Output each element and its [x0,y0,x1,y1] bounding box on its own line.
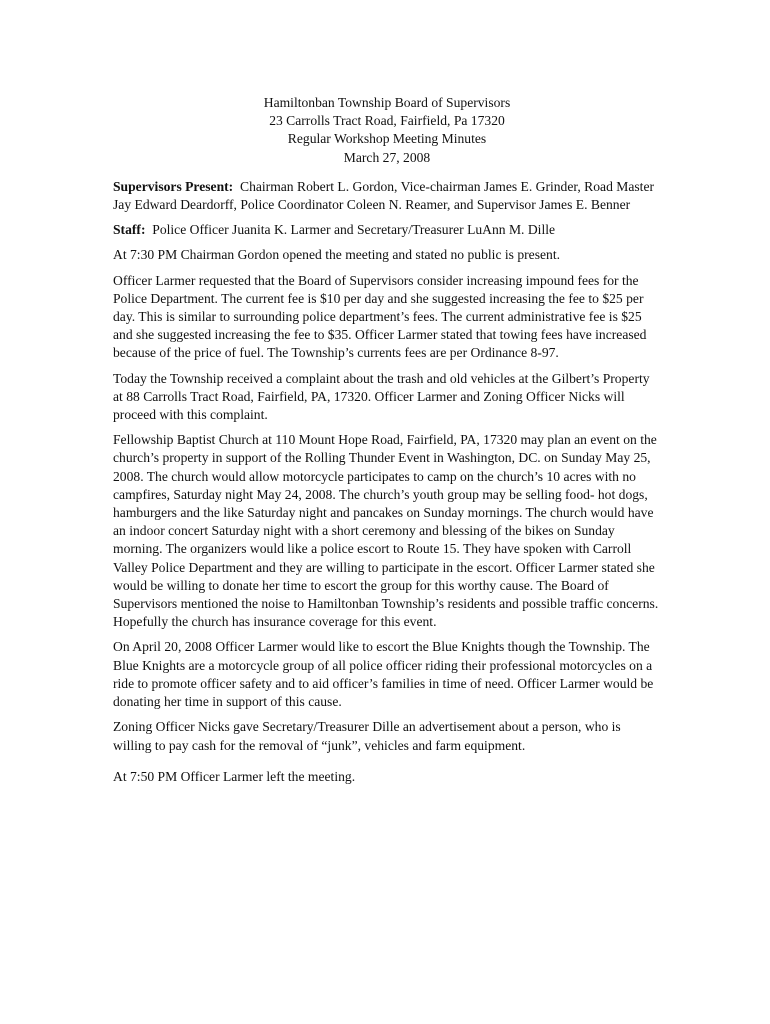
supervisors-present-text: Chairman Robert L. Gordon, Vice-chairman James E. Grinder, Road Master Jay Edward Deardorff, Police Coordinator Coleen N. Reamer, and Supervisor James E. Benner [113,178,655,213]
paragraph-blue-knights: On April 20, 2008 Officer Larmer would like to escort the Blue Knights though the Township. The Blue Knights are a motorcycle group of all police officer riding their professional motorcycles on a ride to promote officer safety and to aid officer’s families in time of need. Officer Larmer would be donating her time in support of this cause. [113,639,654,710]
paragraph-officer-left: At 7:50 PM Officer Larmer left the meeting. [113,768,356,784]
paragraph-meeting-opened: At 7:30 PM Chairman Gordon opened the meeting and stated no public is present. [113,247,561,263]
document-body [113,94,661,793]
supervisors-present-label: Supervisors Present: [113,178,234,194]
paragraph-impound-fees: Officer Larmer requested that the Board of Supervisors consider increasing impound fees for the Police Department. The current fee is $10 per day and she suggested increasing the fee to $25 per day. This is similar to surrounding police department’s fees. The current administrative fee is $25 and she suggested increasing the fee to $35. Officer Larmer stated that towing fees have increased because of the price of fuel. The Township’s currents fees are per Ordinance 8-97. [113,272,647,361]
header-meeting-type: Regular Workshop Meeting Minutes [287,131,487,147]
header-address: 23 Carrolls Tract Road, Fairfield, Pa 17320 [269,113,505,129]
paragraph-trash-complaint: Today the Township received a complaint about the trash and old vehicles at the Gilbert’s Property at 88 Carrolls Tract Road, Fairfield, PA, 17320. Officer Larmer and Zoning Officer Nicks will proceed with this complaint. [113,370,650,423]
staff-text: Police Officer Juanita K. Larmer and Secretary/Treasurer LuAnn M. Dille [152,222,556,238]
paragraph-junk-advertisement: Zoning Officer Nicks gave Secretary/Treasurer Dille an advertisement about a person, who is willing to pay cash for the removal of “junk”, vehicles and farm equipment. [113,719,621,753]
header-organization: Hamiltonban Township Board of Supervisors [263,95,511,110]
paragraph-church-event: Fellowship Baptist Church at 110 Mount Hope Road, Fairfield, PA, 17320 may plan an event on the church’s property in support of the Rolling Thunder Event in Washington, DC. on Sunday May 25, 2008. The church would allow motorcycle participates to camp on the church’s 10 acres with no campfires, Saturday night May 24, 2008. The church’s youth group may be selling food- hot dogs, hamburgers and the like Saturday night and pancakes on Sunday mornings. The church would have an indoor concert Saturday night with a short ceremony and blessing of the bikes on Sunday morning. The organizers would like a police escort to Route 15. They have spoken with Carroll Valley Police Department and they are willing to participate in the escort. Officer Larmer stated she would be willing to donate her time to escort the group for this worthy cause. The Board of Supervisors mentioned the noise to Hamiltonban Township’s residents and possible traffic concerns. Hopefully the church has insurance coverage for this event. [113,432,659,630]
staff-paragraph [113,221,661,239]
supervisors-present-paragraph [113,178,661,214]
header-date: March 27, 2008 [343,149,431,165]
document-header [113,94,661,167]
staff-label: Staff: [113,222,146,238]
